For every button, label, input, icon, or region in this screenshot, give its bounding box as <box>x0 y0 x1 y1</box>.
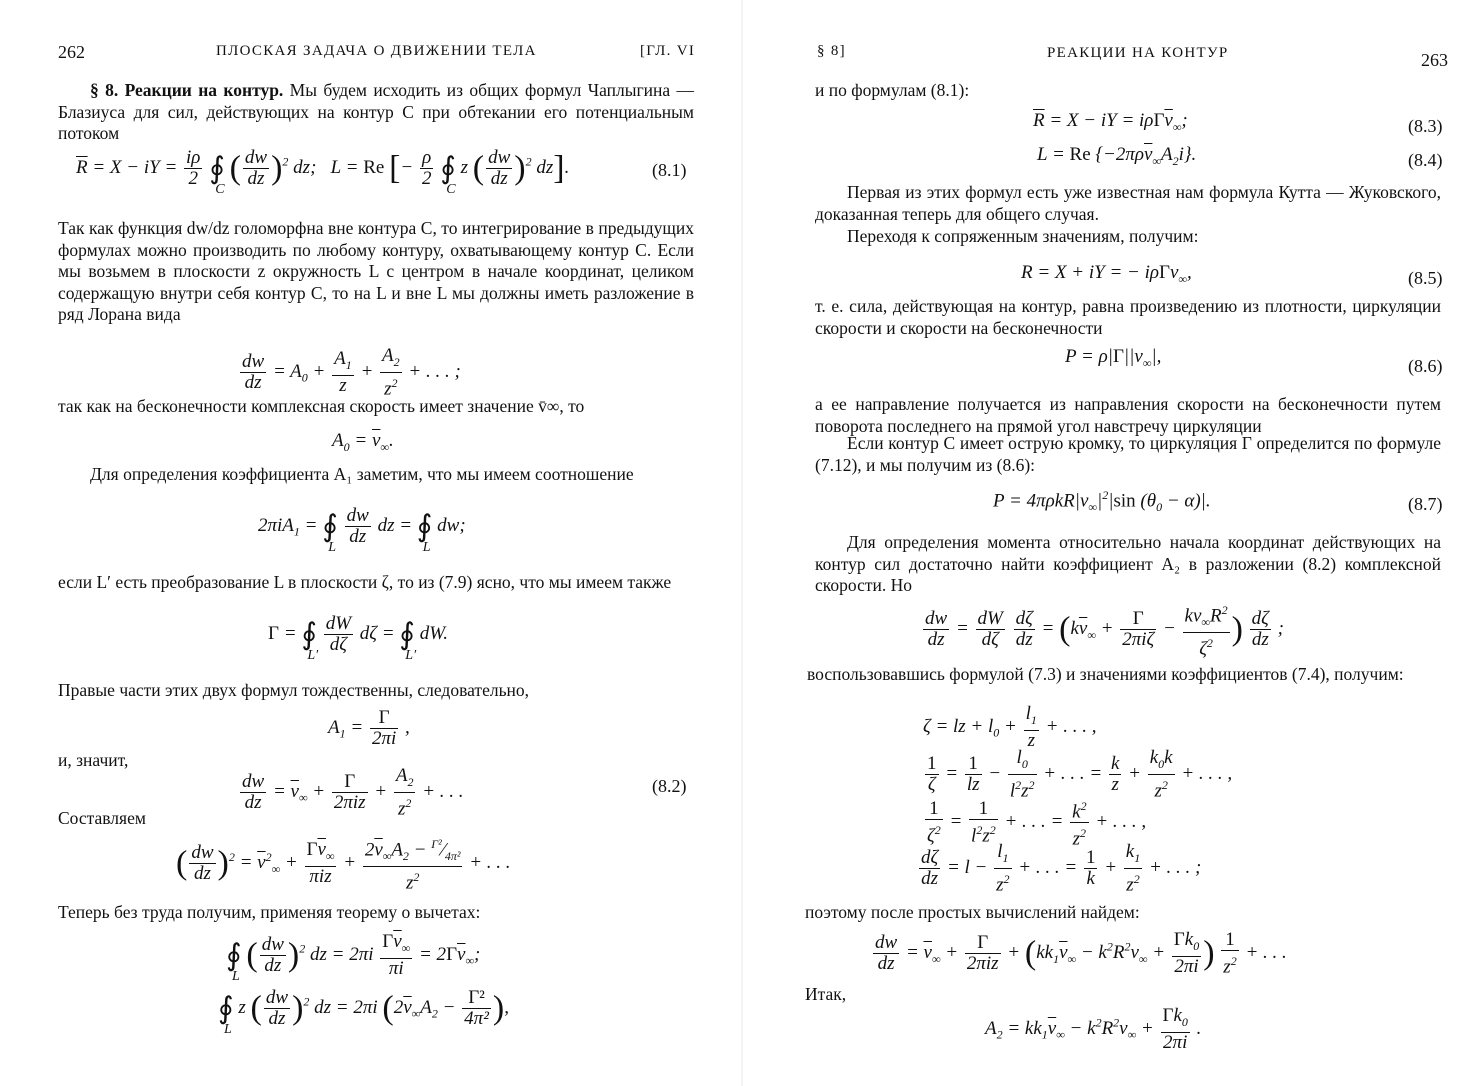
equation-residue-1: ∮ L ( $\frac{dw}{dz}$ )$^2$ dz = 2πi $\frac{\Gamma\overline{v}_\infty}{\pi i}$ = $2\Gamma\overline{v}_\infty$; <box>226 931 481 984</box>
paragraph-a1: Для определения коэффициента A₁ заметим, что мы имеем соотношение <box>90 464 634 484</box>
equation-2pi-i-a1: 2πiA$_1$ = ∮ L $\frac{dw}{dz}$ dz = ∮ L dw; <box>258 505 466 555</box>
equation-label-8-4: (8.4) <box>1408 150 1443 170</box>
equation-label-8-6: (8.6) <box>1408 356 1443 376</box>
equation-dw-dz-expanded: $\frac{dw}{dz}$ = $\overline{v}_\infty$ + $\frac{\Gamma}{\text{2πiz}}$ + ($kk_1\overline{v}_\infty - k^2R^2v_\infty$ + $\frac{\Gamma k_0}{2\pi i}$ ) $\frac{1}{z^2}$ + . . . <box>875 929 1287 978</box>
equation-dzeta-dz: $\frac{d\zeta}{dz}$ = l − $\frac{l_1}{z^2}$ + . . . = $\frac{1}{k}$ + $\frac{k_1}{z^2}$ + . . . ; <box>921 841 1202 896</box>
equation-8-5: R = X + iY = − iρΓv$_\infty$, <box>1021 262 1192 286</box>
equation-8-1: $\overline{R} = X$ − iY = $\frac{i\rho}{2}$ ∮ C ( $\frac{dw}{dz}$ )$^2$ dz; L = Re [− $\frac{\rho}{2}$ ∮ C z ( $\frac{dw}{dz}$ )$^2$ dz]. <box>76 147 570 197</box>
paragraph-intro <box>58 80 694 145</box>
paragraph-sharp-edge: Если контур C имеет острую кромку, то циркуляция Γ определится по формуле (7.12), и мы получим из (8.6): <box>815 433 1441 475</box>
paragraph-force: т. е. сила, действующая на контур, равна произведению из плотности, циркуляции скорости и скорости на бесконечности <box>815 296 1441 338</box>
equation-square: ( $\frac{dw}{dz}$ )$^2 = \overline{v}^2_\infty$ + $\frac{\Gamma\overline{v}_\infty}{\text{πiz}}$ + $\frac{2\overline{v}_\infty A_2 - ^{\Gamma^2}⁄_{4\pi^2}}{z^2}$ + . . . <box>176 834 511 893</box>
section-title: § 8. Реакции на контур. <box>90 80 284 100</box>
paragraph-by-formulas: и по формулам (8.1): <box>815 80 970 100</box>
paragraph-thus: Итак, <box>805 984 847 1004</box>
equation-label-8-7: (8.7) <box>1408 494 1443 514</box>
right-page <box>745 0 1483 1086</box>
page-number: 263 <box>1421 50 1448 70</box>
equation-8-3: $\overline{R} = X$ − iY = $i\rho\Gamma\overline{v}_\infty$; <box>1033 110 1188 134</box>
paragraph-laurent: Так как функция dw/dz голоморфна вне контура C, то интегрирование в предыдущих формулах можно производить по любому контуру, охватывающему контур C. Если мы возьмем в плоскости z окружность L с центром в начале координат, целиком содержащую внутри себя контур C, то на L и вне L мы должны иметь разложение в ряд Лорана вида <box>58 218 694 324</box>
equation-label-8-1: (8.1) <box>652 160 687 180</box>
section-marker: § 8] <box>817 43 846 59</box>
paragraph-compose: Составляем <box>58 808 146 828</box>
equation-zeta: ζ = lz + $l_0$ + $\frac{l_1}{z}$ + . . . , <box>923 703 1097 751</box>
equation-circulation: Γ = ∮ L′ $\frac{dW}{d\zeta}$ dζ = ∮ L′ dW. <box>268 613 449 663</box>
paragraph-conjugate: Переходя к сопряженным значениям, получим: <box>847 226 1199 246</box>
paragraph-simple-calc: поэтому после простых вычислений найдем: <box>805 902 1140 922</box>
equation-a0: $A_0 = \overline{v}_\infty$. <box>332 430 394 454</box>
equation-dw-dz-chain: $\frac{dw}{dz}$ = $\frac{dW}{d\zeta}$ $\frac{d\zeta}{dz}$ = ($k\overline{v}_\infty$ + $\frac{\Gamma}{\text{2πiζ}}$ − $\frac{kv_\infty R^2}{\zeta^2}$ ) $\frac{d\zeta}{dz}$ ; <box>921 600 1284 659</box>
equation-label-8-5: (8.5) <box>1408 268 1443 288</box>
paragraph-transform: если L′ есть преобразование L в плоскости ζ, то из (7.9) ясно, что мы имеем также <box>58 572 672 592</box>
page-number: 262 <box>58 42 85 62</box>
chapter-marker: [ГЛ. VI <box>640 43 696 59</box>
paragraph-direction: а ее направление получается из направления скорости на бесконечности путем поворота последнего на прямой угол навстречу циркуляции <box>815 394 1441 436</box>
equation-a1: $A_1$ = $\frac{\Gamma}{2\pi i}$ , <box>328 707 410 749</box>
running-head: РЕАКЦИИ НА КОНТУР <box>1047 45 1229 61</box>
equation-8-4: L = Re $\{-2\pi\rho\overline{v}_\infty A_2i\}$. <box>1037 144 1197 168</box>
paragraph-residues: Теперь без труда получим, применяя теорему о вычетах: <box>58 902 481 922</box>
paragraph-identical: Правые части этих двух формул тождественны, следовательно, <box>58 680 530 700</box>
equation-8-6: $P = \rho|\Gamma||v_\infty|$, <box>1065 346 1162 370</box>
equation-8-7: $P = 4\pi\rho kR|v_\infty|^2|\sin$ $(\theta_0 - \alpha)|$. <box>993 488 1211 515</box>
equation-laurent-series: $\frac{dw}{dz}$ = $A_0$ + $\frac{A_1}{z}$ + $\frac{A_2}{z^2}$ + . . . ; <box>242 345 461 400</box>
paragraph-text: Мы будем исходить из общих формул Чаплыгина — Блазиуса для сил, действующих на контур C при обтекании его потенциальным потоком <box>58 80 694 143</box>
equation-a2: $A_2 = kk_1\overline{v}_\infty - k^2R^2v_\infty$ + $\frac{\Gamma k_0}{2\pi i}$ . <box>985 1005 1202 1053</box>
equation-one-over-zeta-squared: $\frac{1}{\zeta^2}$ = $\frac{1}{l^2z^2}$ + . . . = $\frac{k^2}{z^2}$ + . . . , <box>923 796 1146 850</box>
equation-label-8-3: (8.3) <box>1408 116 1443 136</box>
equation-residue-2: ∮ L z ( $\frac{dw}{dz}$ )$^2$ dz = 2πi ($2\overline{v}_\infty A_2$ − $\frac{\text{Γ²}}{\text{4π²}}$ ), <box>218 987 509 1037</box>
paragraph-infinity: так как на бесконечности комплексная скорость имеет значение v̄∞, то <box>58 396 585 416</box>
equation-label-8-2: (8.2) <box>652 776 687 796</box>
left-page <box>0 0 740 1086</box>
paragraph-hence: и, значит, <box>58 750 129 770</box>
equation-8-2: $\frac{dw}{dz}$ = $\overline{v}_\infty$ + $\frac{\Gamma}{\text{2πiz}}$ + $\frac{A_2}{z^2}$ + . . . <box>242 765 464 820</box>
paragraph-moment: Для определения момента относительно начала координат действующих на контур сил достаточно найти коэффициент A₂ в разложении (8.2) комплексной скорости. Но <box>815 532 1441 595</box>
paragraph-coefficients: воспользовавшись формулой (7.3) и значениями коэффициентов (7.4), получим: <box>807 664 1404 684</box>
book-gutter <box>741 0 743 1086</box>
running-head: ПЛОСКАЯ ЗАДАЧА О ДВИЖЕНИИ ТЕЛА <box>216 43 537 59</box>
equation-one-over-zeta: $\frac{1}{\zeta}$ = $\frac{1}{lz}$ − $\frac{l_0}{l^2z^2}$ + . . . = $\frac{k}{z}$ + $\frac{k_0k}{z^2}$ + . . . , <box>927 747 1233 802</box>
paragraph-kutta: Первая из этих формул есть уже известная нам формула Кутта — Жуковского, доказанная теперь для общего случая. <box>815 182 1441 224</box>
